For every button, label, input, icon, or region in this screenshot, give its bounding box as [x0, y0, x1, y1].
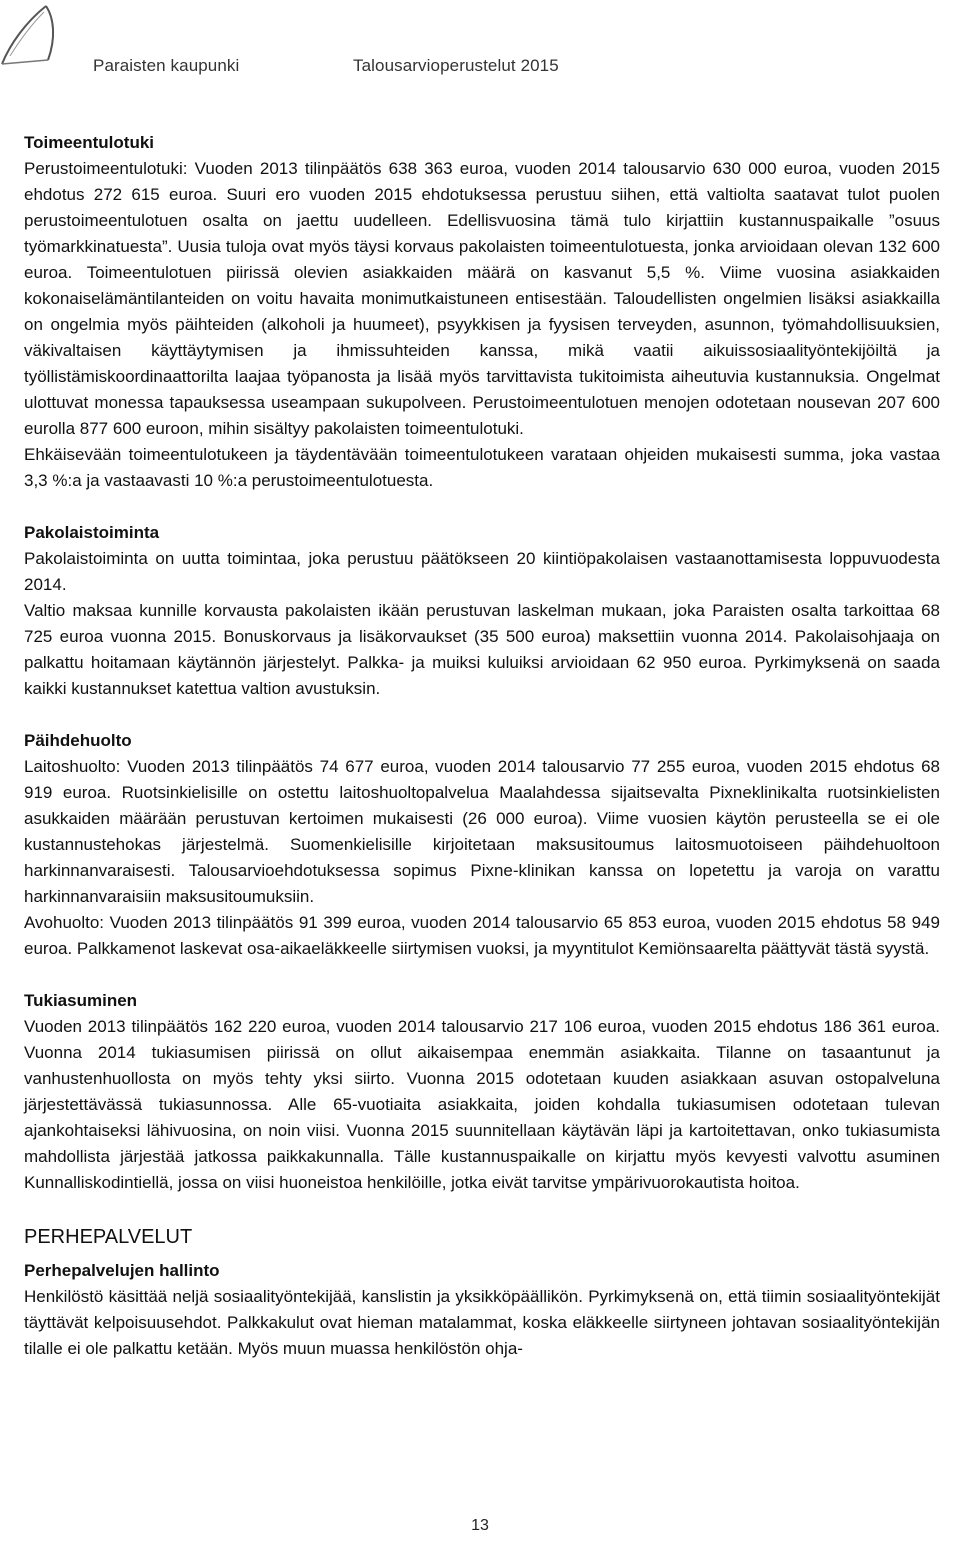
section-heading: Päihdehuolto — [24, 731, 132, 750]
sail-logo-icon — [0, 0, 64, 66]
chapter-perhepalvelut — [24, 1222, 940, 1362]
section-toimeentulotuki — [24, 130, 940, 494]
section-heading: Perhepalvelujen hallinto — [24, 1261, 220, 1280]
paragraph: Vuoden 2013 tilinpäätös 162 220 euroa, vuoden 2014 talousarvio 217 106 euroa, vuoden 2015 ehdotus 186 361 euroa. Vuonna 2014 tukiasumisen piirissä on ollut aikaisempaa enemmän asiakkaita. Tilanne on tasaantunut ja vanhustenhuollosta on myös tehty yksi siirto. Vuonna 2015 odotetaan kuuden asiakkaan asuvan ostopalveluna järjestettävässä tukiasunnossa. Alle 65-vuotiaita asiakkaita, joiden kohdalla tukiasumisen odotetaan tulevan ajankohtaiseksi lähivuosina, on noin viisi. Vuonna 2015 suunnitellaan käytävän läpi ja kartoitettavan, onko tukiasumista mahdollista järjestää jatkossa paikkakunnalla. Tälle kustannuspaikalle on kirjattu myös kevyesti valvottu asuminen Kunnalliskodintiellä, jossa on viisi huoneistoa henkilöille, jotka eivät tarvitse ympärivuorokautista hoitoa. — [24, 1017, 940, 1192]
section-tukiasuminen — [24, 988, 940, 1196]
page-number: 13 — [471, 1517, 489, 1534]
paragraph: Valtio maksaa kunnille korvausta pakolaisten ikään perustuvan laskelman mukaan, joka Paraisten osalta tarkoittaa 68 725 euroa vuonna 2015. Bonuskorvaus ja lisäkorvaukset (35 500 euroa) maksettiin vuonna 2014. Pakolaisohjaaja on palkattu hoitamaan käytännön järjestelyt. Palkka- ja muiksi kuluiksi arvioidaan 62 950 euroa. Pyrkimyksenä on saada kaikki kustannukset katettua valtion avustuksin. — [24, 601, 940, 698]
section-paihdehuolto — [24, 728, 940, 962]
document-body — [24, 130, 940, 1388]
section-heading: Toimeentulotuki — [24, 133, 155, 152]
paragraph: Henkilöstö käsittää neljä sosiaalityöntekijää, kanslistin ja yksikköpäällikön. Pyrkimyksenä on, että tiimin sosiaalityöntekijät täyttävät kelpoisuusehdot. Palkkakulut ovat hieman matalammat, koska eläkkeelle siirtyneen johtavan sosiaalityöntekijän tilalle ei ole palkattu ketään. Myös muun muassa henkilöstön ohja- — [24, 1287, 940, 1358]
paragraph: Perustoimeentulotuki: Vuoden 2013 tilinpäätös 638 363 euroa, vuoden 2014 talousarvio 630 000 euroa, vuoden 2015 ehdotus 272 615 euroa. Suuri ero vuoden 2015 ehdotuksessa perustuu siihen, että valtiolta saatavat tulot puolen perustoimeentulotuen osalta on jaettu uudelleen. Edellisvuosina tämä tulo kirjattiin kustannuspaikalle ”osuus työmarkkinatuesta”. Uusia tuloja ovat myös täysi korvaus pakolaisten toimeentulotuesta, jonka arvioidaan olevan 132 600 euroa. Toimeentulotuen piirissä olevien asiakkaiden määrä on kasvanut 5,5 %. Viime vuosina asiakkaiden kokonaiselämäntilanteiden on voitu havaita monimutkaistuneen entisestään. Taloudellisten ongelmien lisäksi asiakkailla on ongelmia myös päihteiden (alkoholi ja huumeet), psyykkisen ja fyysisen terveyden, asunnon, työmahdollisuuksien, väkivaltaisen käyttäytymisen ja ihmissuhteiden kanssa, mikä vaatii aikuissosiaalityöntekijöiltä ja työllistämiskoordinaattorilta laajaa työpanosta ja lisää myös tarvittavista tukitoimista aiheutuvia kustannuksia. Ongelmat ulottuvat monessa tapauksessa useampaan sukupolveen. Perustoimeentulotuen menojen odotetaan nousevan 207 600 eurolla 877 600 euroon, mihin sisältyy pakolaisten toimeentulotuki. — [24, 159, 940, 438]
paragraph: Laitoshuolto: Vuoden 2013 tilinpäätös 74 677 euroa, vuoden 2014 talousarvio 77 255 euroa, vuoden 2015 ehdotus 68 919 euroa. Ruotsinkielisille on ostettu laitoshuoltopalvelua Maalahdessa sijaitsevalta Pixneklinikalta ruotsinkielisten asukkaiden määrään perustuvan kertoimen mukaisesti (26 000 euroa). Viime vuosien käytön perusteella se ei ole kustannustehokas järjestelmä. Suomenkielisille kirjoitetaan maksusitoumus laitosmuotoiseen päihdehuoltoon harkinnanvaraisesti. Talousarvioehdotuksessa sopimus Pixne-klinikan kanssa on lopetettu ja varoja on varattu harkinnanvaraisiin maksusitoumuksiin. — [24, 757, 940, 906]
header-document-title: Talousarvioperustelut 2015 — [353, 56, 559, 75]
header-organization: Paraisten kaupunki — [93, 56, 240, 75]
section-heading: Pakolaistoiminta — [24, 523, 160, 542]
paragraph: Pakolaistoiminta on uutta toimintaa, joka perustuu päätökseen 20 kiintiöpakolaisen vastaanottamisesta loppuvuodesta 2014. — [24, 549, 940, 594]
chapter-title: PERHEPALVELUT — [24, 1226, 193, 1248]
paragraph: Ehkäisevään toimeentulotukeen ja täydentävään toimeentulotukeen varataan ohjeiden mukaisesti summa, joka vastaa 3,3 %:a ja vastaavasti 10 %:a perustoimeentulotuesta. — [24, 445, 940, 490]
section-heading: Tukiasuminen — [24, 991, 138, 1010]
section-pakolaistoiminta — [24, 520, 940, 702]
paragraph: Avohuolto: Vuoden 2013 tilinpäätös 91 399 euroa, vuoden 2014 talousarvio 65 853 euroa, vuoden 2015 ehdotus 58 949 euroa. Palkkamenot laskevat osa-aikaeläkkeelle siirtymisen vuoksi, ja myyntitulot Kemiönsaarelta päättyvät tästä syystä. — [24, 913, 940, 958]
